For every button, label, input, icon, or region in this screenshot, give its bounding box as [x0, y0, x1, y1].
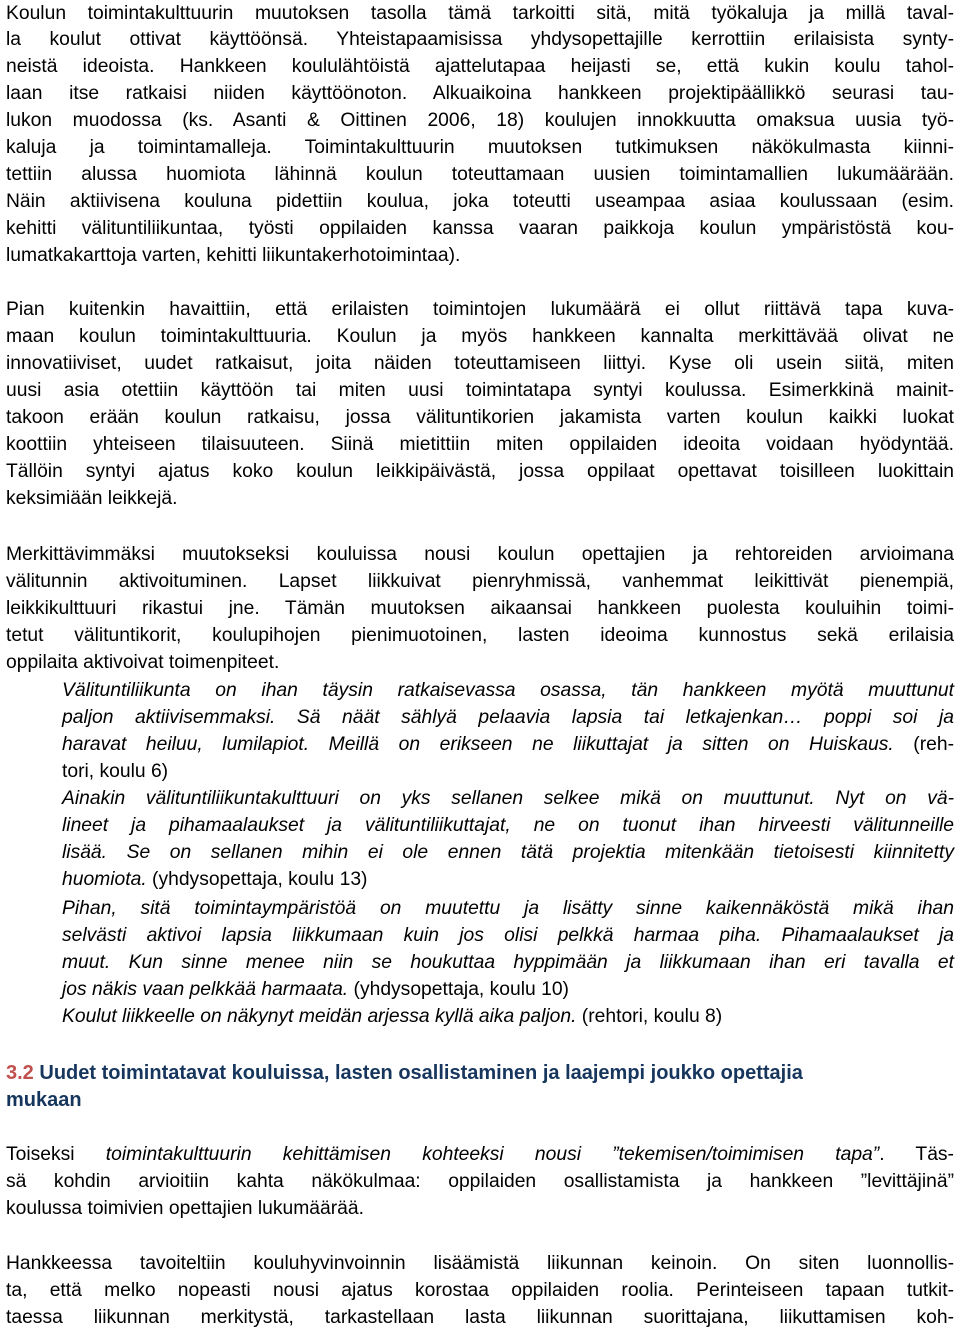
paragraph-line — [6, 1141, 954, 1169]
section-title: Uudet toimintatavat kouluissa, lasten osallistaminen ja laajempi joukko opettajia — [33, 1062, 803, 1084]
section-number: 3.2 — [6, 1062, 34, 1084]
paragraph-line: taessa liikunnan merkitystä, tarkastellaan lasta liikunnan suorittajana, liikuttamisen koh- — [6, 1307, 954, 1328]
quote-line: lineet ja pihamaalaukset ja välituntiliikuttajat, ne on tuonut ihan hirveesti välitunneille — [62, 815, 954, 836]
paragraph-line: Merkittävimmäksi muutokseksi kouluissa nousi koulun opettajien ja rehtoreiden arvioimana — [6, 544, 954, 565]
paragraph-line: koulussa toimivien opettajien lukumäärää. — [6, 1198, 364, 1219]
quote-source: tori, koulu 6) — [62, 761, 169, 782]
quote-line — [62, 731, 954, 759]
section-heading — [6, 1059, 954, 1087]
quote-line: selvästi aktivoi lapsia liikkumaan kuin jos olisi pelkkä harmaa piha. Pihamaalaukset ja — [62, 925, 954, 946]
paragraph-line: Hankkeessa tavoiteltiin kouluhyvinvoinnin lisäämistä liikunnan keinoin. On siten luonnollis- — [6, 1253, 954, 1274]
quote-text: Koulut liikkeelle on näkynyt meidän arjessa kyllä aika paljon. — [62, 1006, 577, 1027]
quote-line: lisää. Se on sellanen mihin ei ole ennen tätä projektia mitenkään tietoisesti kiinnitetty — [62, 842, 954, 863]
paragraph-line: innovatiiviset, uudet ratkaisut, joita näiden toteuttamiseen liittyi. Kyse oli usein siitä, miten — [6, 353, 954, 374]
quote-line — [62, 866, 954, 894]
paragraph-line: Koulun toimintakulttuurin muutoksen tasolla tämä tarkoitti sitä, mitä työkaluja ja millä taval- — [6, 3, 954, 24]
quote-source: (yhdysopettaja, koulu 13) — [146, 869, 368, 890]
paragraph-line: lumatkakarttoja varten, kehitti liikuntakerhotoimintaa). — [6, 245, 461, 266]
paragraph-line: takoon erään koulun ratkaisu, jossa välituntikorien jakamista varten koulun kaikki luokat — [6, 407, 954, 428]
quote-line: muut. Kun sinne menee niin se houkuttaa hyppimään ja liikkumaan ihan eri tavalla et — [62, 952, 954, 973]
paragraph-line: la koulut ottivat käyttöönsä. Yhteistapaamisissa yhdysopettajille kerrottiin erilaisista synty- — [6, 29, 954, 50]
quote-line: paljon aktiivisemmaksi. Sä näät sählyä pelaavia lapsia tai letkajenkan… poppi soi ja — [62, 707, 954, 728]
quote-source: (yhdysopettaja, koulu 10) — [348, 979, 569, 1000]
quote-line — [62, 976, 954, 1004]
quote-text: haravat heiluu, lumilapiot. Meillä on erikseen ne liikuttajat ja sitten on Huiskaus. — [62, 734, 894, 755]
quote-line — [62, 1003, 954, 1031]
quote-text: jos näkis vaan pelkkää harmaata. — [62, 979, 349, 1000]
paragraph-line: Pian kuitenkin havaittiin, että erilaisten toimintojen lukumäärä ei ollut riittävä tapa kuva- — [6, 299, 954, 320]
paragraph-line: ta, että melko nopeasti nousi ajatus korostaa oppilaiden roolia. Perinteiseen tapaan tutkit- — [6, 1280, 954, 1301]
quote-line: Ainakin välituntiliikuntakulttuuri on yks sellanen selkee mikä on muuttunut. Nyt on vä- — [62, 788, 954, 809]
quote-text: huomiota. — [62, 869, 147, 890]
paragraph-line: tetut välituntikorit, koulupihojen pienimuotoinen, lasten ideoima kunnostus sekä erilaisia — [6, 625, 954, 646]
emphasis-text: toimintakulttuurin kehittämisen kohteeksi nousi ”tekemisen/toimimisen tapa” — [105, 1144, 880, 1165]
paragraph-line: Näin aktiivisena kouluna pidettiin koulua, joka toteutti useampaa asiaa koulussaan (esim. — [6, 191, 954, 212]
paragraph-line: laan itse ratkaisi niiden käyttöönoton. Alkuaikoina hankkeen projektipäällikkö seurasi tau- — [6, 83, 954, 104]
paragraph-line: keksimiään leikkejä. — [6, 488, 178, 509]
quote-line: Pihan, sitä toimintaympäristöä on muutettu ja lisätty sinne kaikennäköstä mikä ihan — [62, 898, 954, 919]
paragraph-line: lukon muodossa (ks. Asanti & Oittinen 2006, 18) koulujen innokkuutta omaksua uusia työ- — [6, 110, 954, 131]
paragraph-line: tettiin alussa huomiota lähinnä koulun toteuttamaan uusien toimintamallien lukumäärään. — [6, 164, 954, 185]
quote-source: (rehtori, koulu 8) — [576, 1006, 723, 1027]
paragraph-line: kaluja ja toimintamalleja. Toimintakulttuurin muutoksen tutkimuksen näkökulmasta kiinni- — [6, 137, 954, 158]
paragraph-line: koottiin yhteiseen tilaisuuteen. Siinä mietittiin miten oppilaiden ideoita voidaan hyödyntää. — [6, 434, 954, 455]
paragraph-line: maan koulun toimintakulttuuria. Koulun ja myös hankkeen kannalta merkittävää olivat ne — [6, 326, 954, 347]
quote-source: (reh- — [893, 734, 954, 755]
paragraph-line: uusi asia otettiin käyttöön tai miten uusi toimintatapa syntyi koulussa. Esimerkkinä mainit- — [6, 380, 954, 401]
paragraph-line: kehitti välituntiliikuntaa, työsti oppilaiden kanssa vaaran paikkoja koulun ympäristöstä kou- — [6, 218, 954, 239]
paragraph-line: sä kohdin arvioitiin kahta näkökulmaa: oppilaiden osallistamista ja hankkeen ”levittäjinä” — [6, 1171, 954, 1192]
section-heading-line2: mukaan — [6, 1089, 82, 1111]
quote-line: Välituntiliikunta on ihan täysin ratkaisevassa osassa, tän hankkeen myötä muuttunut — [62, 680, 954, 701]
paragraph-line: leikkikulttuuri rikastui jne. Tämän muutoksen aikaansai hankkeen puolesta kouluihin toimi- — [6, 598, 954, 619]
text-run: . Täs- — [879, 1144, 954, 1165]
paragraph-line: oppilaita aktivoivat toimenpiteet. — [6, 652, 280, 673]
paragraph-line: välitunnin aktivoituminen. Lapset liikkuivat pienryhmissä, vanhemmat leikittivät pienempiä, — [6, 571, 954, 592]
paragraph-line: Tällöin syntyi ajatus koko koulun leikkipäivästä, jossa oppilaat opettavat toisilleen luokittain — [6, 461, 954, 482]
paragraph-line: neistä ideoista. Hankkeen koululähtöistä ajattelutapaa heijasti se, että kukin koulu tahol- — [6, 56, 954, 77]
text-run: Toiseksi — [6, 1144, 106, 1165]
